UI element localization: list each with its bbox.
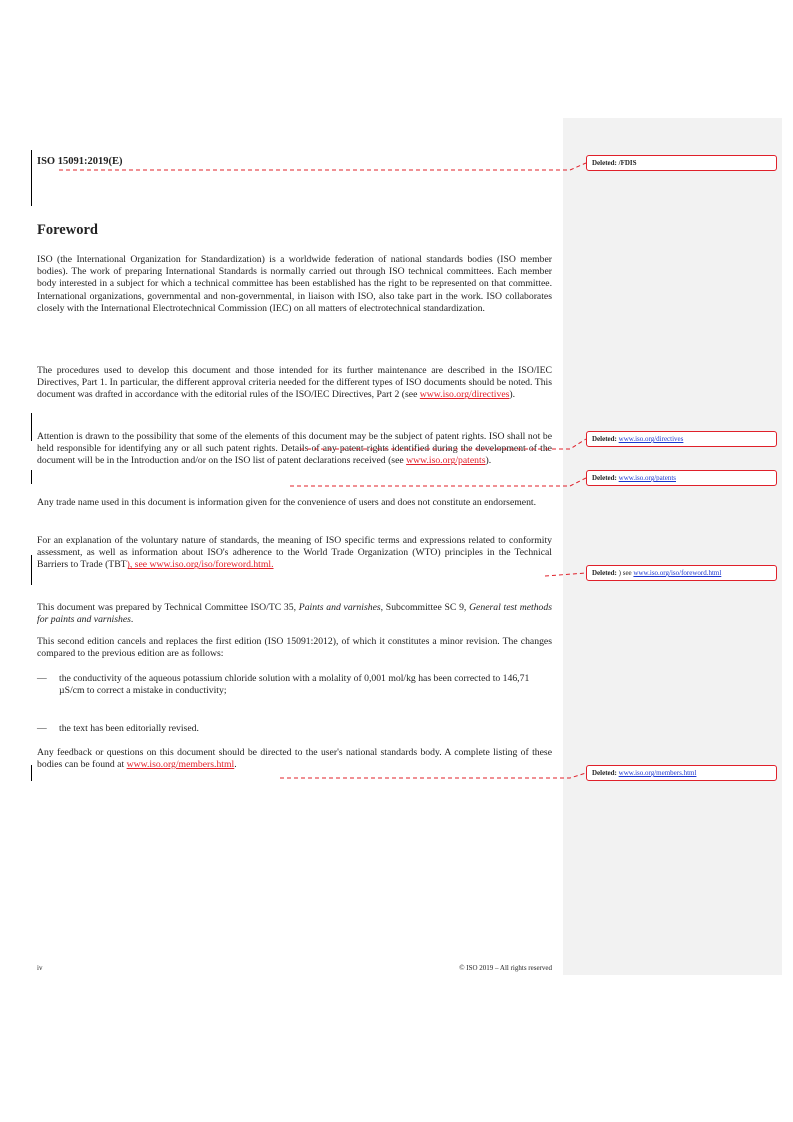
paragraph: Any feedback or questions on this document should be directed to the user's national standards body. A complete listing of these bodies can be found at www.iso.org/members.html. <box>37 747 552 771</box>
list-item: — the conductivity of the aqueous potassium chloride solution with a molality of 0,001 mol/kg has been corrected to 146,71 µS/cm to correct a mistake in conductivity; <box>37 673 530 697</box>
paragraph: For an explanation of the voluntary nature of standards, the meaning of ISO specific terms and expressions related to conformity assessment, as well as information about ISO's adherence to the World Trade Organization (WTO) principles in the Technical Barriers to Trade (TBT), see www.iso.org/iso/foreword.html. <box>37 535 552 571</box>
paragraph: The procedures used to develop this document and those intended for its further maintenance are described in the ISO/IEC Directives, Part 1. In particular, the different approval criteria needed for the different types of ISO documents should be noted. This document was drafted in accordance with the editorial rules of the ISO/IEC Directives, Part 2 (see www.iso.org/directives). <box>37 365 552 401</box>
deleted-comment[interactable]: Deleted: www.iso.org/members.html <box>586 765 777 781</box>
list-item: — the text has been editorially revised. <box>37 723 199 734</box>
document-id: ISO 15091:2019(E) <box>37 156 123 167</box>
deleted-comment[interactable]: Deleted: /FDIS <box>586 155 777 171</box>
paragraph: ISO (the International Organization for Standardization) is a worldwide federation of national standards bodies (ISO member bodies). The work of preparing International Standards is normally carried out through ISO technical committees. Each member body interested in a subject for which a technical committee has been established has the right to be represented on that committee. International organizations, governmental and non-governmental, in liaison with ISO, also take part in the work. ISO collaborates closely with the International Electrotechnical Commission (IEC) on all matters of electrotechnical standardization. <box>37 254 552 314</box>
copyright: © ISO 2019 – All rights reserved <box>459 964 552 972</box>
deleted-comment[interactable]: Deleted: www.iso.org/patents <box>586 470 777 486</box>
paragraph: This document was prepared by Technical Committee ISO/TC 35, Paints and varnishes, Subcommittee SC 9, General test methods for paints and varnishes. <box>37 602 553 626</box>
paragraph: Attention is drawn to the possibility that some of the elements of this document may be the subject of patent rights. ISO shall not be held responsible for identifying any or all such patent rights. Details of any patent rights identified during the development of the document will be in the Introduction and/or on the ISO list of patent declarations received (see www.iso.org/patents). <box>37 431 552 467</box>
inserted-link[interactable]: www.iso.org/directives <box>419 389 510 401</box>
inserted-link[interactable]: www.iso.org/members.html <box>126 759 235 771</box>
section-title: Foreword <box>37 222 98 238</box>
deleted-comment[interactable]: Deleted: ) see www.iso.org/iso/foreword.html <box>586 565 777 581</box>
paragraph: Any trade name used in this document is information given for the convenience of users and does not constitute an endorsement. <box>37 497 537 508</box>
inserted-link[interactable]: www.iso.org/patents <box>406 455 486 467</box>
deleted-comment[interactable]: Deleted: www.iso.org/directives <box>586 431 777 447</box>
inserted-text[interactable]: ), see www.iso.org/iso/foreword.html. <box>126 559 274 571</box>
page-number: iv <box>37 964 43 972</box>
paragraph: This second edition cancels and replaces the first edition (ISO 15091:2012), of which it constitutes a minor revision. The changes compared to the previous edition are as follows: <box>37 636 552 660</box>
